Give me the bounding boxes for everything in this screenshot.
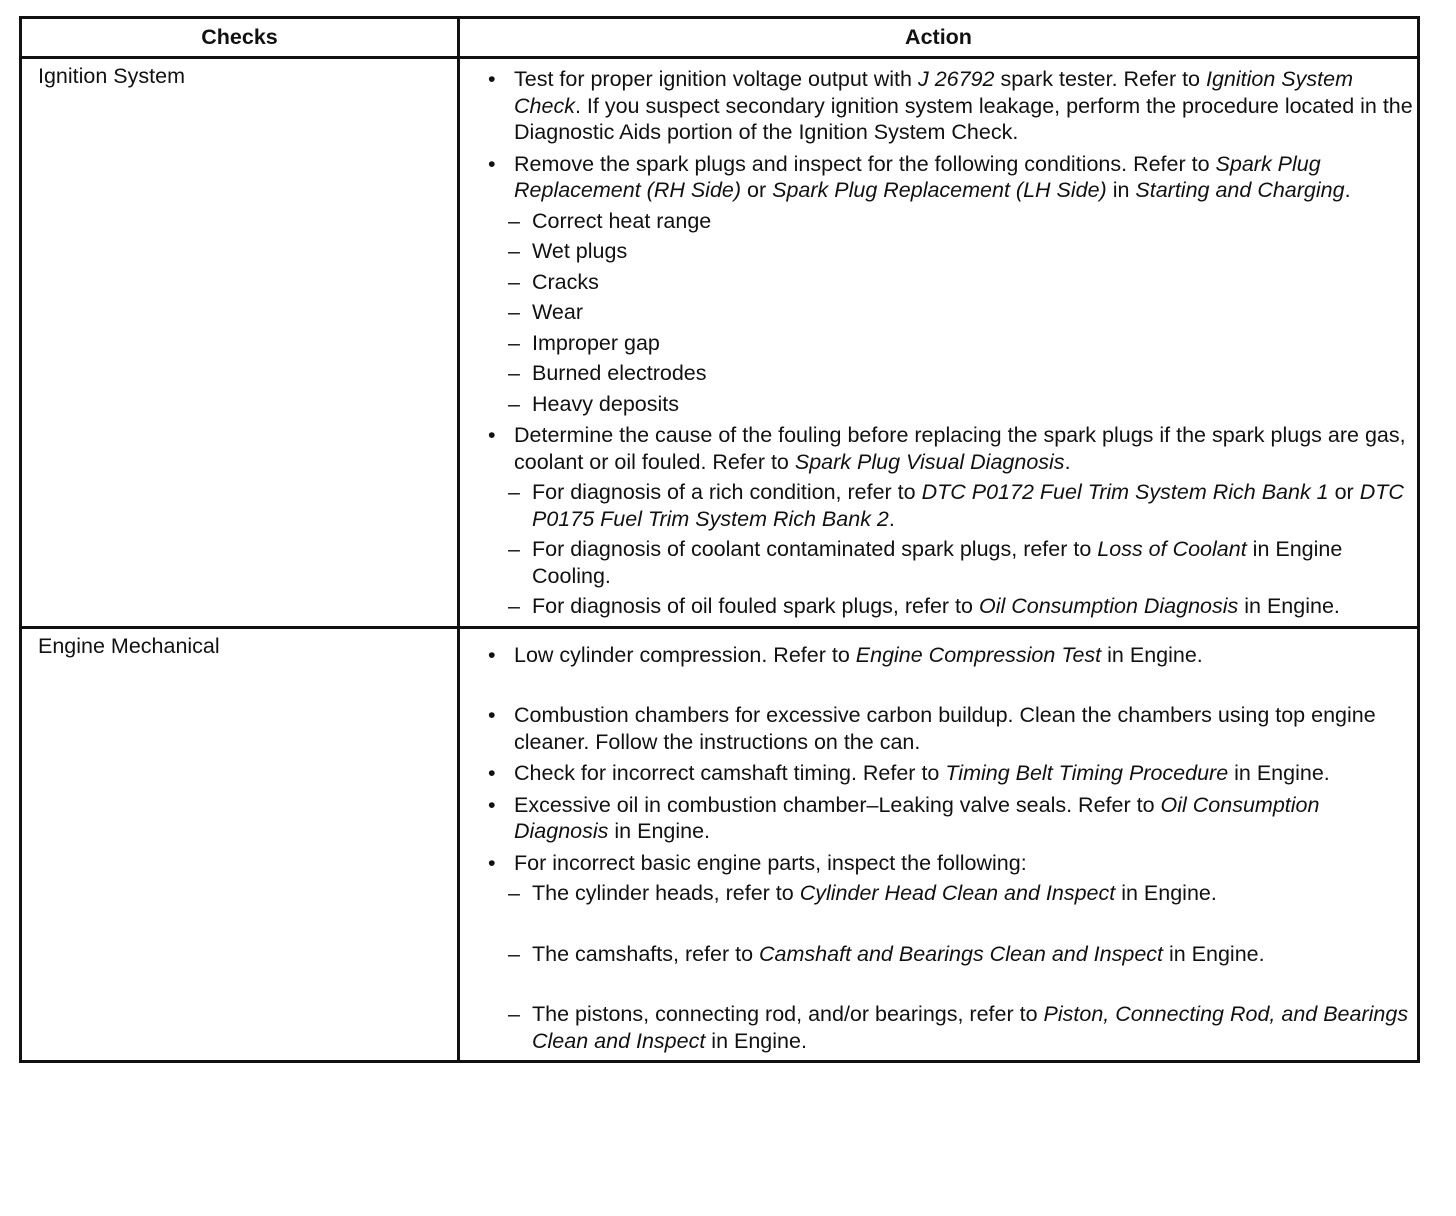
action-text: Combustion chambers for excessive carbon buildup. Clean the chambers using top engine cleaner. Follow the instructions on the can. <box>514 703 1376 754</box>
action-bullet <box>488 850 1413 877</box>
action-text: Burned electrodes <box>532 361 707 385</box>
action-sub-item <box>498 269 1413 296</box>
action-sub-item <box>498 330 1413 357</box>
action-text: . If you suspect secondary ignition system leakage, perform the procedure located in the Diagnostic Aids portion of the Ignition System Check. <box>514 93 1413 144</box>
action-text: spark tester. Refer to <box>994 67 1206 91</box>
action-sub-item <box>498 536 1413 589</box>
action-cell <box>459 58 1419 628</box>
reference-text: DTC P0172 Fuel Trim System Rich Bank 1 <box>921 480 1329 504</box>
action-text: Determine the cause of the fouling before replacing the spark plugs if the spark plugs are gas, coolant or oil fouled. Refer to <box>514 423 1406 474</box>
reference-text: DTC P0175 Fuel Trim System Rich Bank 2 <box>532 480 1404 531</box>
action-text: in Engine. <box>1101 642 1203 667</box>
header-action: Action <box>459 18 1419 58</box>
diagnostic-table <box>19 16 1420 1063</box>
action-sub-item <box>498 238 1413 265</box>
action-sub-item <box>498 593 1413 620</box>
action-cell <box>459 627 1419 1062</box>
reference-text: Engine Compression Test <box>855 642 1102 667</box>
action-bullet <box>488 760 1413 787</box>
reference-text: Oil Consumption Diagnosis <box>978 594 1239 618</box>
action-text: or <box>1328 480 1360 504</box>
action-text: in Engine. <box>1228 761 1330 785</box>
action-text: For diagnosis of coolant contaminated spark plugs, refer to <box>532 537 1098 561</box>
action-bullet <box>488 702 1413 755</box>
action-text: The cylinder heads, refer to <box>532 881 800 905</box>
action-text: For diagnosis of a rich condition, refer to <box>532 480 922 504</box>
table-body <box>21 58 1419 1062</box>
action-text: in Engine. <box>1163 941 1265 966</box>
reference-text: Starting and Charging <box>1135 178 1345 202</box>
action-text: The camshafts, refer to <box>532 941 760 966</box>
action-text: Excessive oil in combustion chamber–Leaking valve seals. Refer to <box>514 792 1161 817</box>
action-text: Improper gap <box>532 330 660 355</box>
reference-text: Spark Plug Replacement (LH Side) <box>772 178 1107 202</box>
action-text: Check for incorrect camshaft timing. Refer to <box>514 761 946 785</box>
action-text: Correct heat range <box>532 208 712 233</box>
action-sub-item <box>498 391 1413 418</box>
action-text: Wear <box>532 300 583 324</box>
action-sub-item <box>498 941 1413 968</box>
action-bullet <box>488 66 1413 146</box>
action-sub-item <box>498 1001 1413 1054</box>
header-checks: Checks <box>21 18 459 58</box>
reference-text: Oil Consumption Diagnosis <box>514 792 1320 843</box>
action-text: . <box>1344 178 1351 202</box>
action-sub-item <box>498 479 1413 532</box>
action-text: Low cylinder compression. Refer to <box>514 642 856 667</box>
check-cell: Ignition System <box>21 58 459 628</box>
action-text: or <box>741 178 773 202</box>
action-text: Wet plugs <box>532 239 628 263</box>
table-row <box>21 627 1419 1062</box>
action-sub-item <box>498 880 1413 907</box>
action-bullet <box>488 151 1413 204</box>
action-text: For incorrect basic engine parts, inspect the following: <box>514 850 1027 875</box>
reference-text: Camshaft and Bearings Clean and Inspect <box>759 941 1163 966</box>
action-sub-item <box>498 208 1413 235</box>
action-bullet <box>488 792 1413 845</box>
action-text: in Engine. <box>1238 594 1340 618</box>
action-text: Remove the spark plugs and inspect for the following conditions. Refer to <box>514 151 1216 176</box>
action-text: For diagnosis of oil fouled spark plugs, refer to <box>532 594 979 618</box>
action-bullet <box>488 642 1413 669</box>
action-text: Heavy deposits <box>532 391 679 416</box>
action-text: in Engine. <box>608 819 711 843</box>
reference-text: Cylinder Head Clean and Inspect <box>799 881 1116 905</box>
action-text: The pistons, connecting rod, and/or bearings, refer to <box>532 1002 1044 1026</box>
action-text: in <box>1106 178 1136 202</box>
action-text: Test for proper ignition voltage output with <box>514 67 918 91</box>
action-text: Cracks <box>532 269 599 294</box>
action-sub-item <box>498 299 1413 326</box>
reference-text: Timing Belt Timing Procedure <box>945 761 1229 785</box>
check-cell: Engine Mechanical <box>21 627 459 1062</box>
action-text: in Engine. <box>1115 881 1217 905</box>
action-bullet <box>488 422 1413 475</box>
reference-text: J 26792 <box>917 67 995 91</box>
reference-text: Ignition System Check <box>514 67 1353 118</box>
reference-text: Spark Plug Visual Diagnosis <box>794 449 1065 474</box>
reference-text: Loss of Coolant <box>1097 537 1247 561</box>
table-row <box>21 58 1419 628</box>
reference-text: Piston, Connecting Rod, and Bearings Clean and Inspect <box>532 1002 1409 1053</box>
action-text: in Engine Cooling. <box>532 537 1343 588</box>
action-sub-item <box>498 360 1413 387</box>
action-text: . <box>888 506 895 531</box>
header-row <box>21 18 1419 58</box>
action-text: in Engine. <box>705 1028 807 1053</box>
action-text: . <box>1064 449 1071 474</box>
reference-text: Spark Plug Replacement (RH Side) <box>514 151 1321 202</box>
